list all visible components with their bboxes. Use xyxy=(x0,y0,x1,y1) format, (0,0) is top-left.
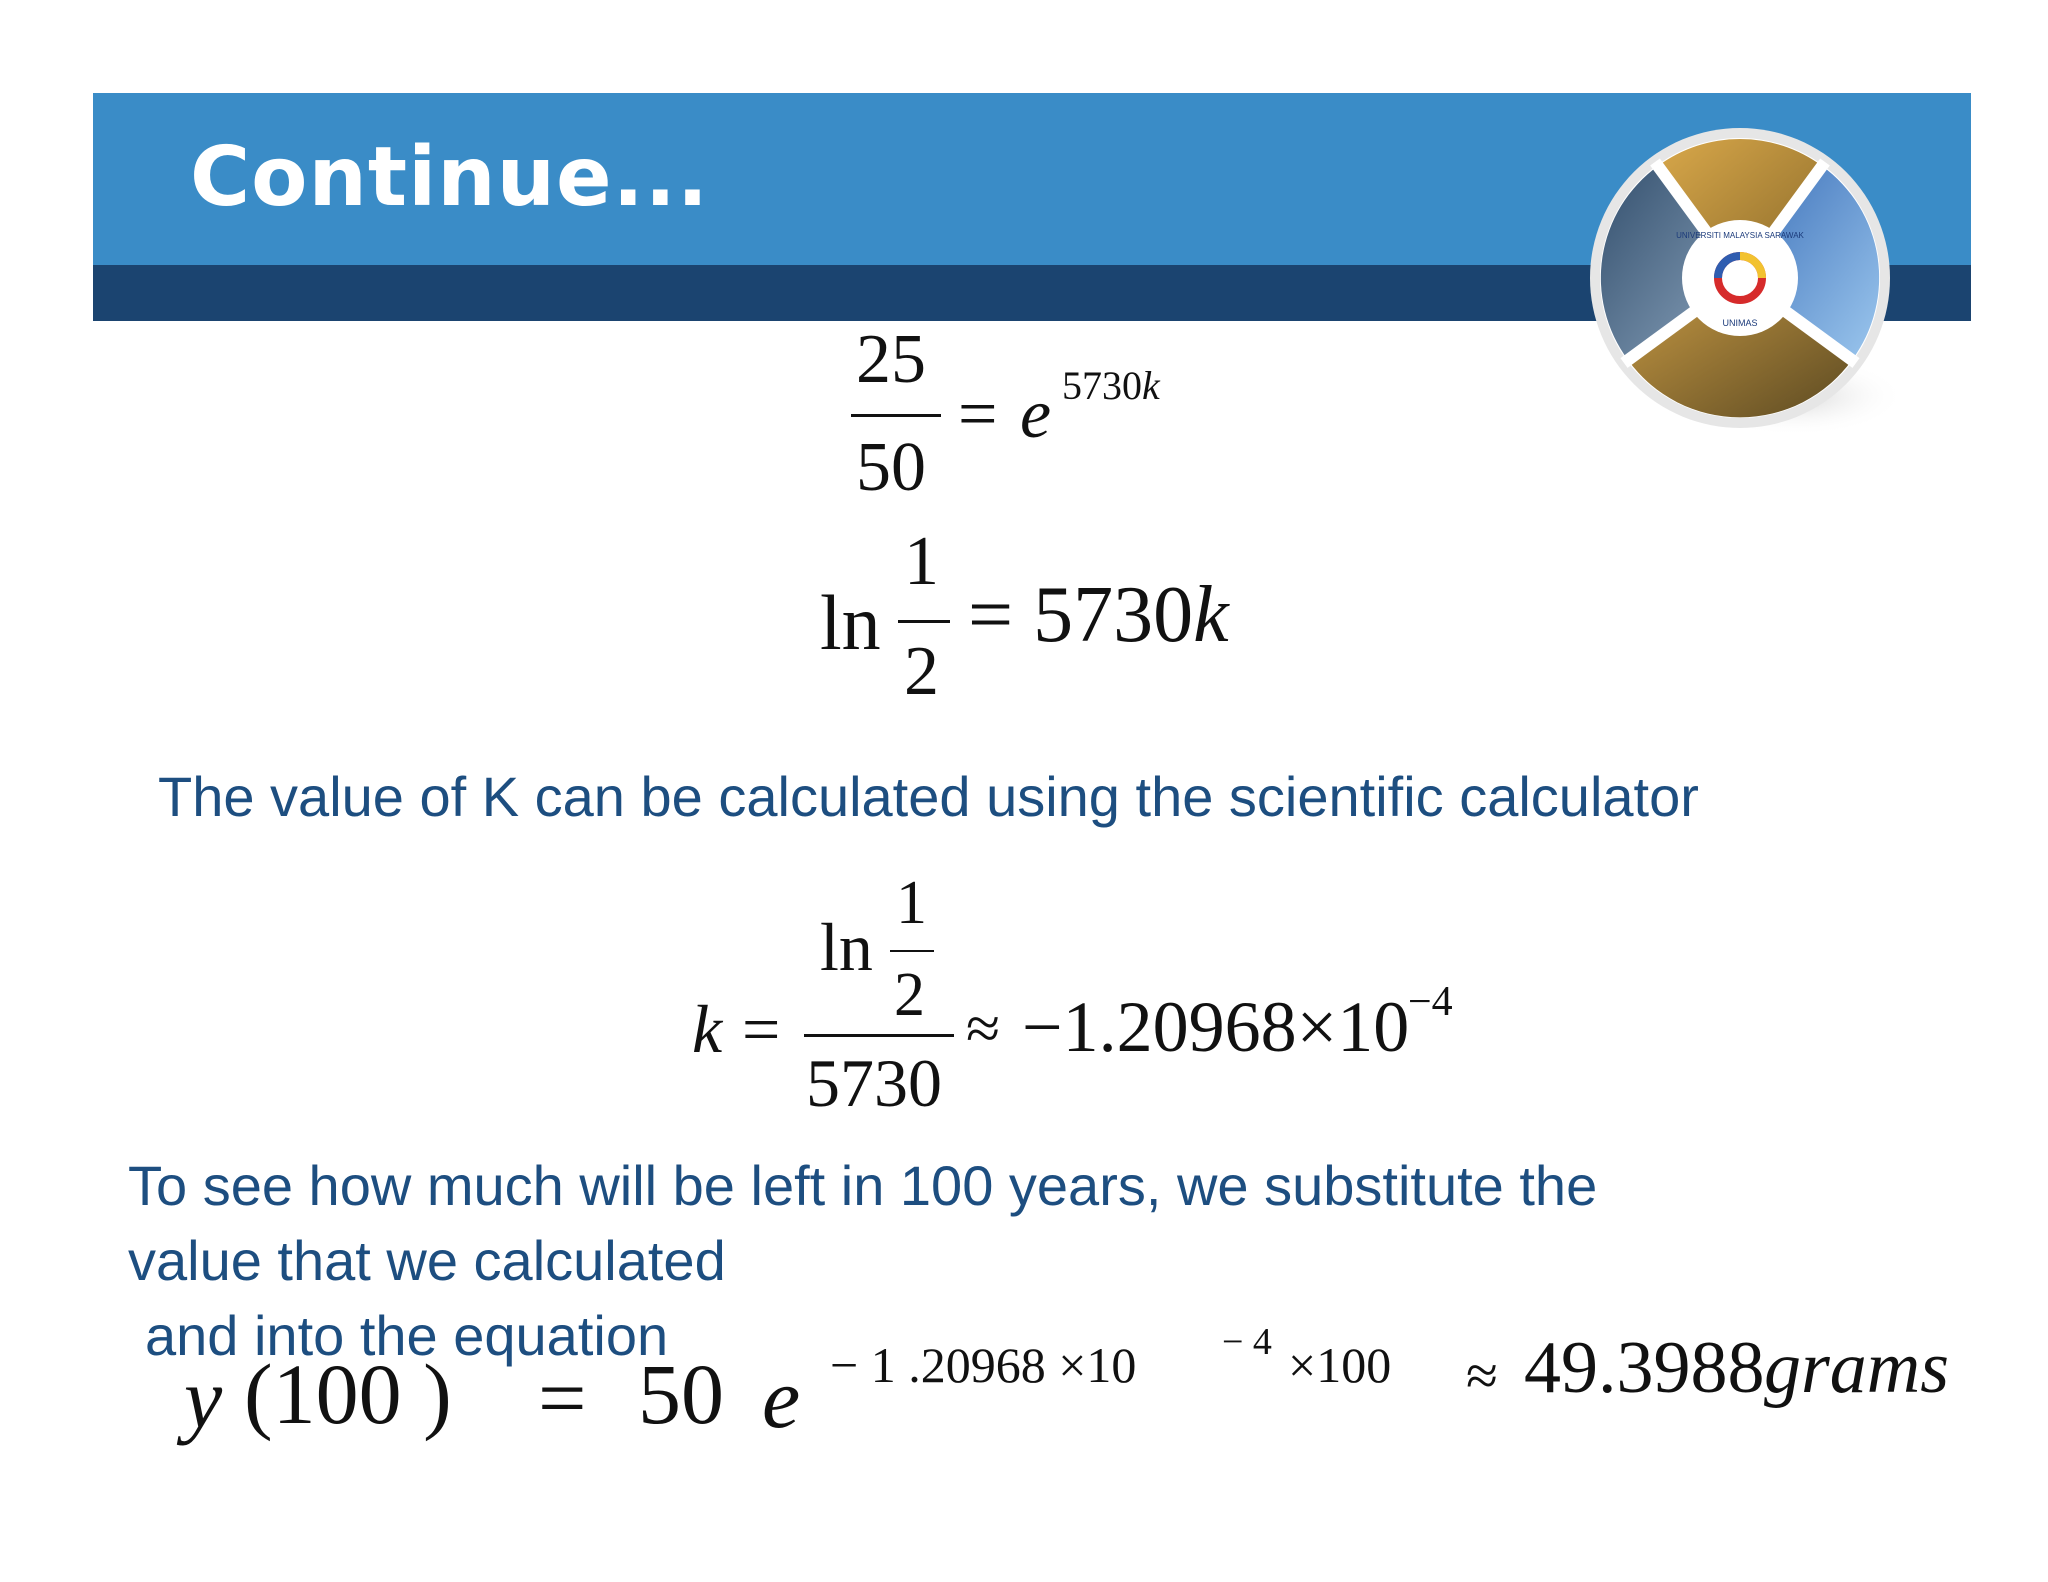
eq2-numerator: 1 xyxy=(904,523,939,600)
eq4-lhs-var: y xyxy=(184,1350,223,1446)
eq4-exponent: − 1 .20968 ×10 xyxy=(830,1337,1137,1393)
eq4-exponent-tail: ×100 xyxy=(1288,1337,1392,1393)
eq3-lhs: k xyxy=(692,991,723,1067)
eq3-equals: = xyxy=(742,991,781,1067)
eq4-lhs-arg: (100 ) xyxy=(244,1346,452,1442)
eq4-coefficient: 50 xyxy=(638,1346,724,1442)
eq4-result: 49.3988 xyxy=(1524,1327,1765,1409)
eq1-exponent xyxy=(1062,362,1160,409)
eq2-ln: ln xyxy=(820,579,881,666)
slide-title: Continue... xyxy=(190,130,710,225)
eq2-rhs xyxy=(968,570,1229,661)
eq3-inner-fraction-bar xyxy=(890,950,934,952)
eq4-base: e xyxy=(762,1350,801,1446)
eq2-denominator: 2 xyxy=(904,633,939,710)
eq4-approx: ≈ xyxy=(1466,1343,1498,1408)
university-logo-icon xyxy=(1590,128,1910,448)
eq1-exponent-var: k xyxy=(1142,363,1160,408)
eq3-denominator: 5730 xyxy=(806,1045,942,1121)
eq1-denominator: 50 xyxy=(856,429,926,506)
eq1-base: e xyxy=(1020,376,1052,453)
eq3-inner-numerator: 1 xyxy=(896,869,927,937)
explanation-text-2-line-1: To see how much will be left in 100 years, we substitute the xyxy=(128,1154,1598,1217)
eq1-equals: = xyxy=(958,376,998,453)
eq3-approx: ≈ xyxy=(966,995,1001,1063)
logo-ring-text: UNIVERSITI MALAYSIA SARAWAK xyxy=(1676,231,1804,240)
eq4-unit: grams xyxy=(1764,1327,1950,1409)
explanation-text-2-line-3: and into the equation xyxy=(145,1304,669,1367)
eq1-numerator: 25 xyxy=(856,321,926,398)
eq1-fraction-bar xyxy=(851,414,941,417)
eq4-exponent-power: − 4 xyxy=(1222,1321,1272,1363)
eq2-rhs-var: k xyxy=(1193,571,1229,659)
eq3-result-exponent: −4 xyxy=(1408,979,1453,1025)
logo-short-name: UNIMAS xyxy=(1722,318,1758,328)
explanation-text-1: The value of K can be calculated using the scientific calculator xyxy=(158,765,1699,828)
eq3-fraction-bar xyxy=(804,1034,954,1037)
eq2-rhs-num: = 5730 xyxy=(968,571,1194,659)
explanation-text-2-line-2: value that we calculated xyxy=(128,1229,726,1292)
eq4-equals: = xyxy=(538,1350,587,1446)
eq1-exponent-num: 5730 xyxy=(1062,363,1142,408)
eq3-result: −1.20968×10 xyxy=(1022,987,1410,1067)
eq3-inner-denominator: 2 xyxy=(894,961,925,1029)
eq2-fraction-bar xyxy=(898,620,950,623)
eq3-ln: ln xyxy=(820,909,873,985)
